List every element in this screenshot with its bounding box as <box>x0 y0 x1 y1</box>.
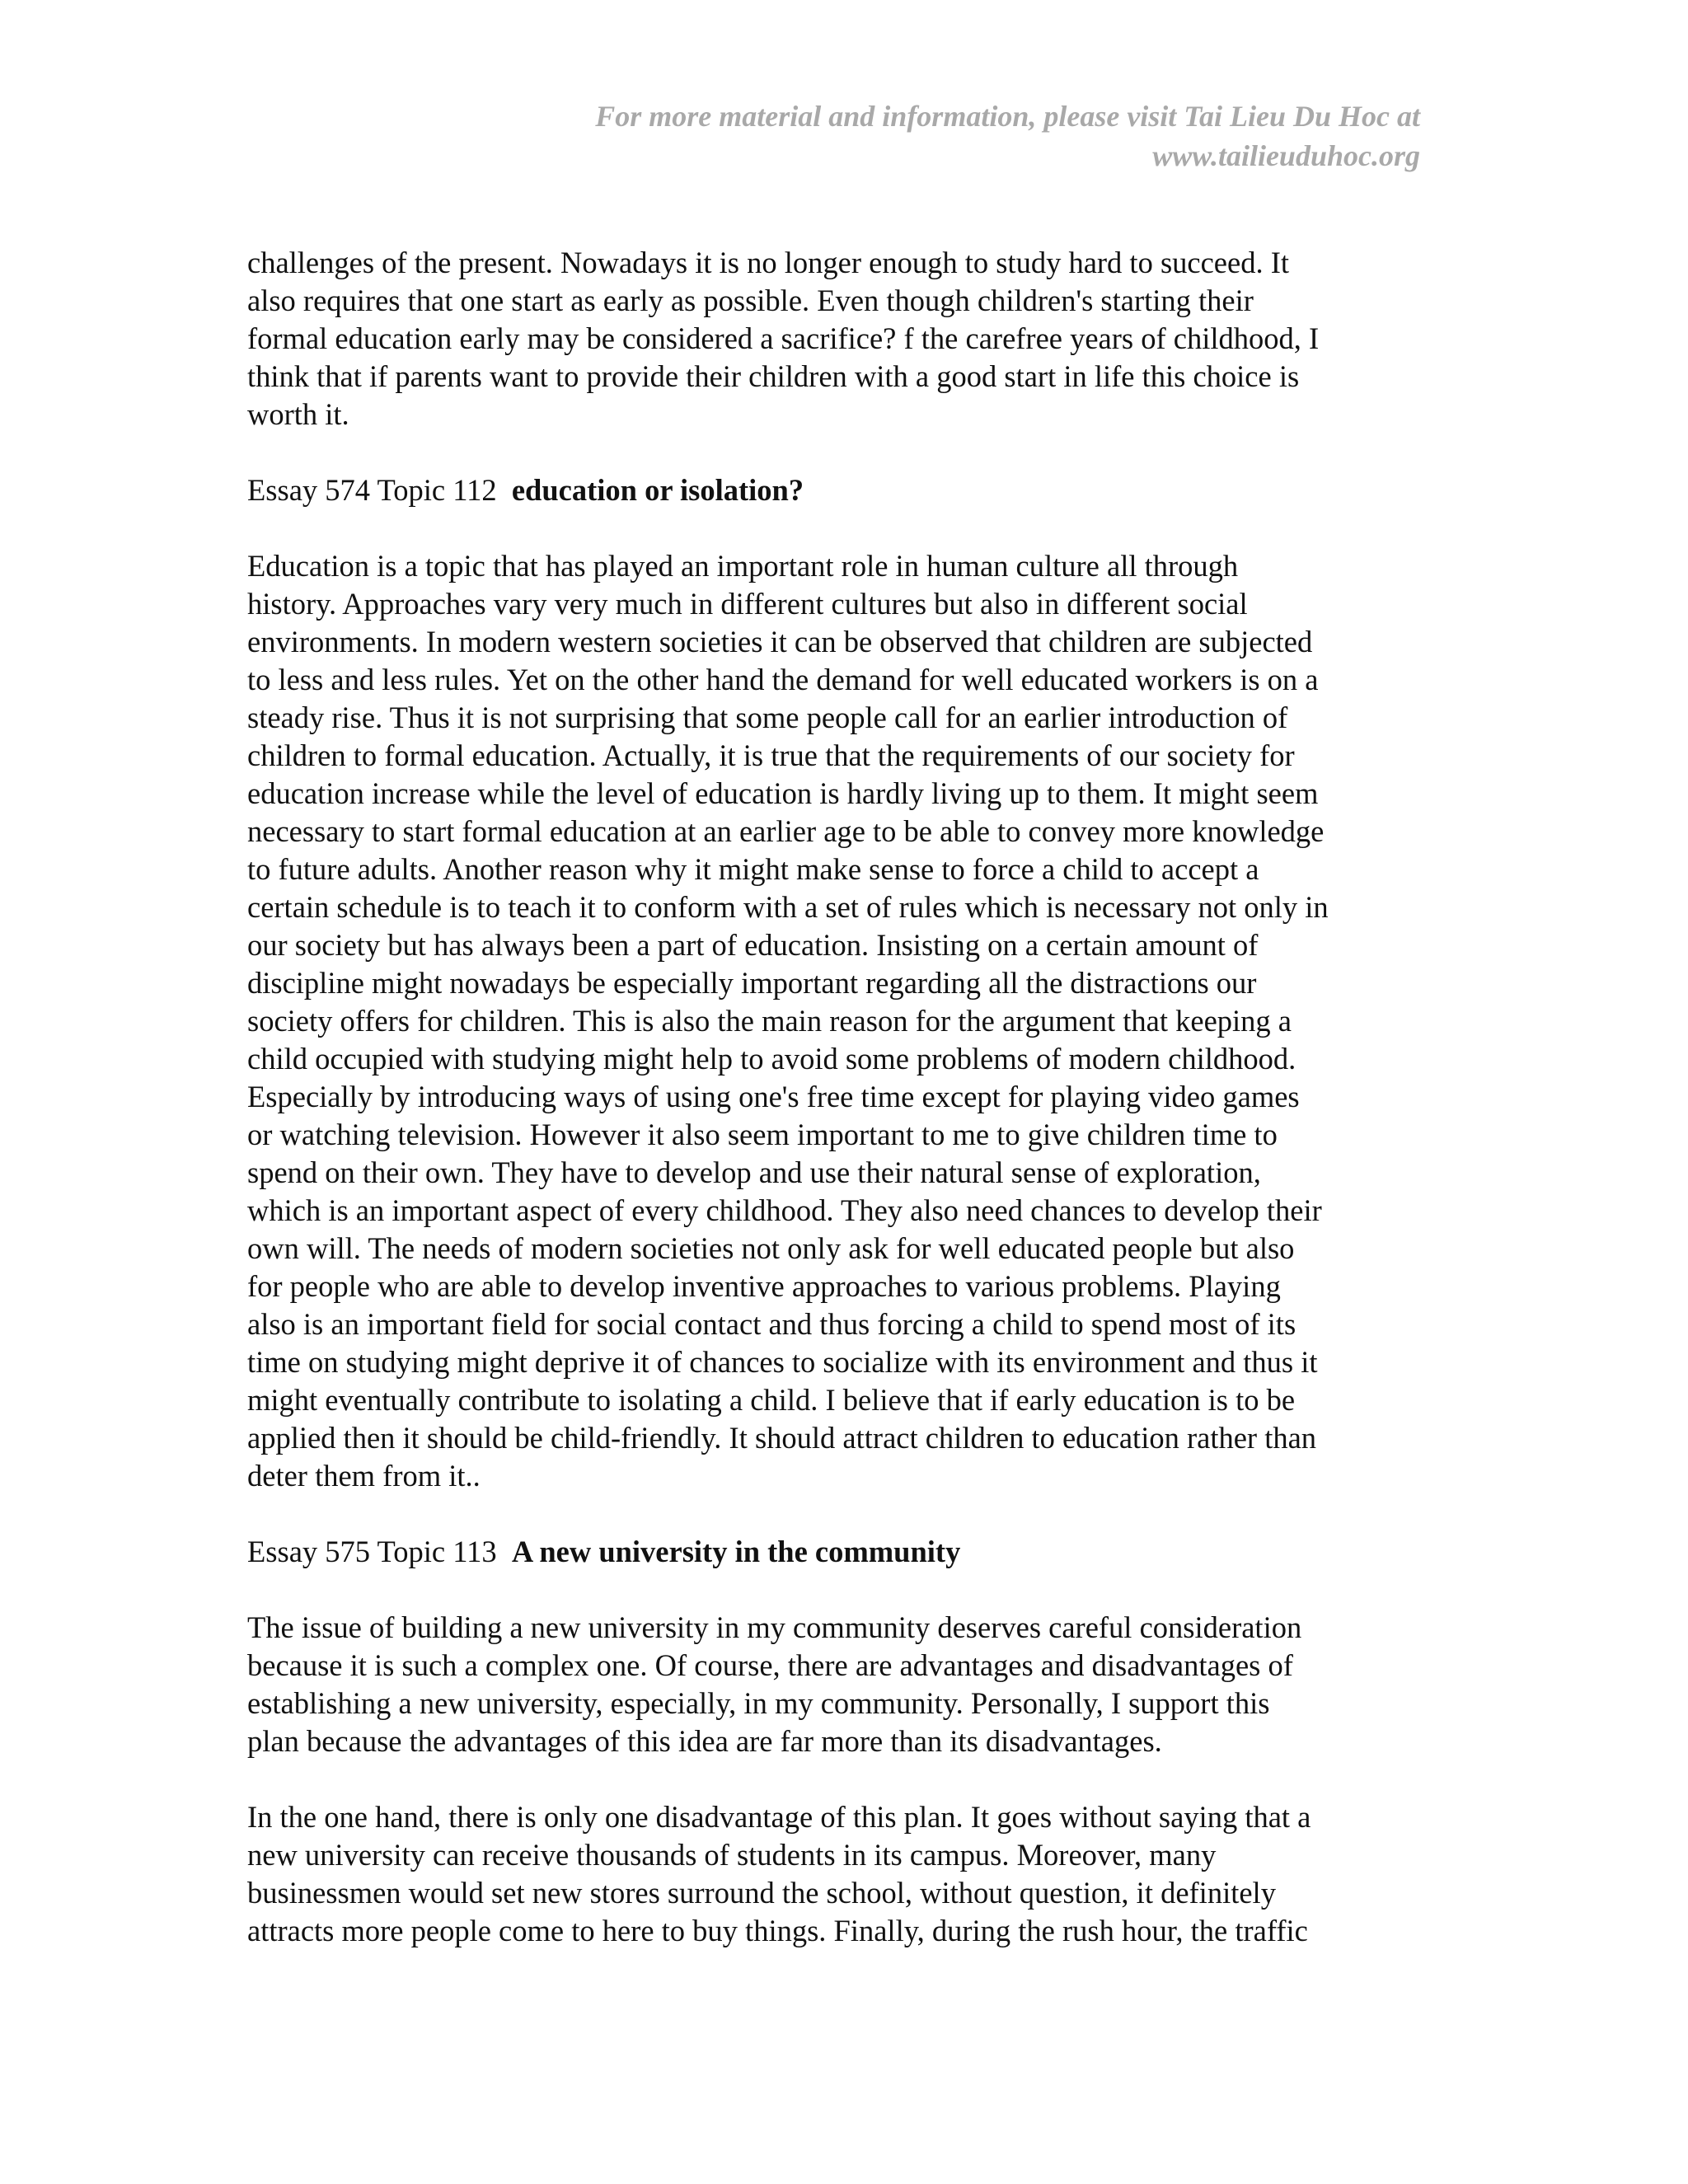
text-line: formal education early may be considered a sacrifice? f the carefree years of childhood, I <box>247 321 1320 355</box>
text-line: think that if parents want to provide their children with a good start in life this choice is <box>247 359 1300 393</box>
text-line: child occupied with studying might help to avoid some problems of modern childhood. <box>247 1042 1296 1076</box>
text-line: The issue of building a new university in my community deserves careful consideration <box>247 1610 1302 1644</box>
text-line: also requires that one start as early as possible. Even though children's starting their <box>247 284 1254 317</box>
text-line: history. Approaches vary very much in different cultures but also in different social <box>247 587 1248 621</box>
text-line: applied then it should be child-friendly. It should attract children to education rather than <box>247 1421 1317 1455</box>
page-header <box>349 96 1420 176</box>
text-line: steady rise. Thus it is not surprising that some people call for an earlier introduction of <box>247 701 1288 734</box>
text-line: also is an important field for social contact and thus forcing a child to spend most of its <box>247 1307 1296 1341</box>
essay-575-heading <box>247 1533 1451 1571</box>
text-line: time on studying might deprive it of chances to socialize with its environment and thus it <box>247 1345 1318 1379</box>
text-line: or watching television. However it also seem important to me to give children time to <box>247 1118 1278 1151</box>
text-line: children to formal education. Actually, it is true that the requirements of our society for <box>247 738 1295 772</box>
text-line: attracts more people come to here to buy things. Finally, during the rush hour, the traffic <box>247 1914 1308 1947</box>
text-line: certain schedule is to teach it to conform with a set of rules which is necessary not only in <box>247 890 1329 924</box>
text-line: businessmen would set new stores surround the school, without question, it definitely <box>247 1876 1276 1910</box>
text-line: In the one hand, there is only one disadvantage of this plan. It goes without saying that a <box>247 1800 1311 1834</box>
text-line: new university can receive thousands of students in its campus. Moreover, many <box>247 1838 1217 1872</box>
text-line: own will. The needs of modern societies not only ask for well educated people but also <box>247 1231 1295 1265</box>
text-line: Education is a topic that has played an important role in human culture all through <box>247 549 1239 583</box>
text-line: to less and less rules. Yet on the other hand the demand for well educated workers is on a <box>247 663 1319 696</box>
text-line: society offers for children. This is also the main reason for the argument that keeping a <box>247 1004 1292 1038</box>
essay-title: A new university in the community <box>511 1535 961 1568</box>
essay-title: education or isolation? <box>511 473 804 507</box>
text-line: deter them from it.. <box>247 1459 481 1493</box>
text-line: which is an important aspect of every childhood. They also need chances to develop their <box>247 1193 1322 1227</box>
text-line: establishing a new university, especially, in my community. Personally, I support this <box>247 1686 1270 1720</box>
essay-574-paragraph <box>247 547 1451 1495</box>
essay-575-paragraph-1 <box>247 1609 1451 1760</box>
text-line: Especially by introducing ways of using one's free time except for playing video games <box>247 1080 1300 1113</box>
text-line: environments. In modern western societies it can be observed that children are subjected <box>247 625 1313 658</box>
text-line: spend on their own. They have to develop and use their natural sense of exploration, <box>247 1155 1261 1189</box>
text-line: necessary to start formal education at an earlier age to be able to convey more knowledge <box>247 814 1325 848</box>
text-line: for people who are able to develop inventive approaches to various problems. Playing <box>247 1269 1281 1303</box>
text-line: plan because the advantages of this idea are far more than its disadvantages. <box>247 1724 1162 1758</box>
text-line: might eventually contribute to isolating a child. I believe that if early education is to be <box>247 1383 1296 1417</box>
text-line: education increase while the level of education is hardly living up to them. It might seem <box>247 776 1319 810</box>
essay-label: Essay 575 Topic 113 <box>247 1535 497 1568</box>
text-line: worth it. <box>247 397 349 431</box>
text-line: challenges of the present. Nowadays it is no longer enough to study hard to succeed. It <box>247 246 1289 279</box>
text-line: discipline might nowadays be especially important regarding all the distractions our <box>247 966 1257 1000</box>
document-body <box>247 244 1451 1950</box>
intro-paragraph <box>247 244 1451 434</box>
essay-label: Essay 574 Topic 112 <box>247 473 497 507</box>
text-line: our society but has always been a part of education. Insisting on a certain amount of <box>247 928 1259 962</box>
essay-575-paragraph-2 <box>247 1798 1451 1950</box>
text-line: to future adults. Another reason why it might make sense to force a child to accept a <box>247 852 1259 886</box>
header-line-1: For more material and information, please visit Tai Lieu Du Hoc at <box>595 100 1420 133</box>
header-line-2: www.tailieuduhoc.org <box>1152 139 1420 172</box>
essay-574-heading <box>247 471 1451 509</box>
text-line: because it is such a complex one. Of course, there are advantages and disadvantages of <box>247 1648 1293 1682</box>
